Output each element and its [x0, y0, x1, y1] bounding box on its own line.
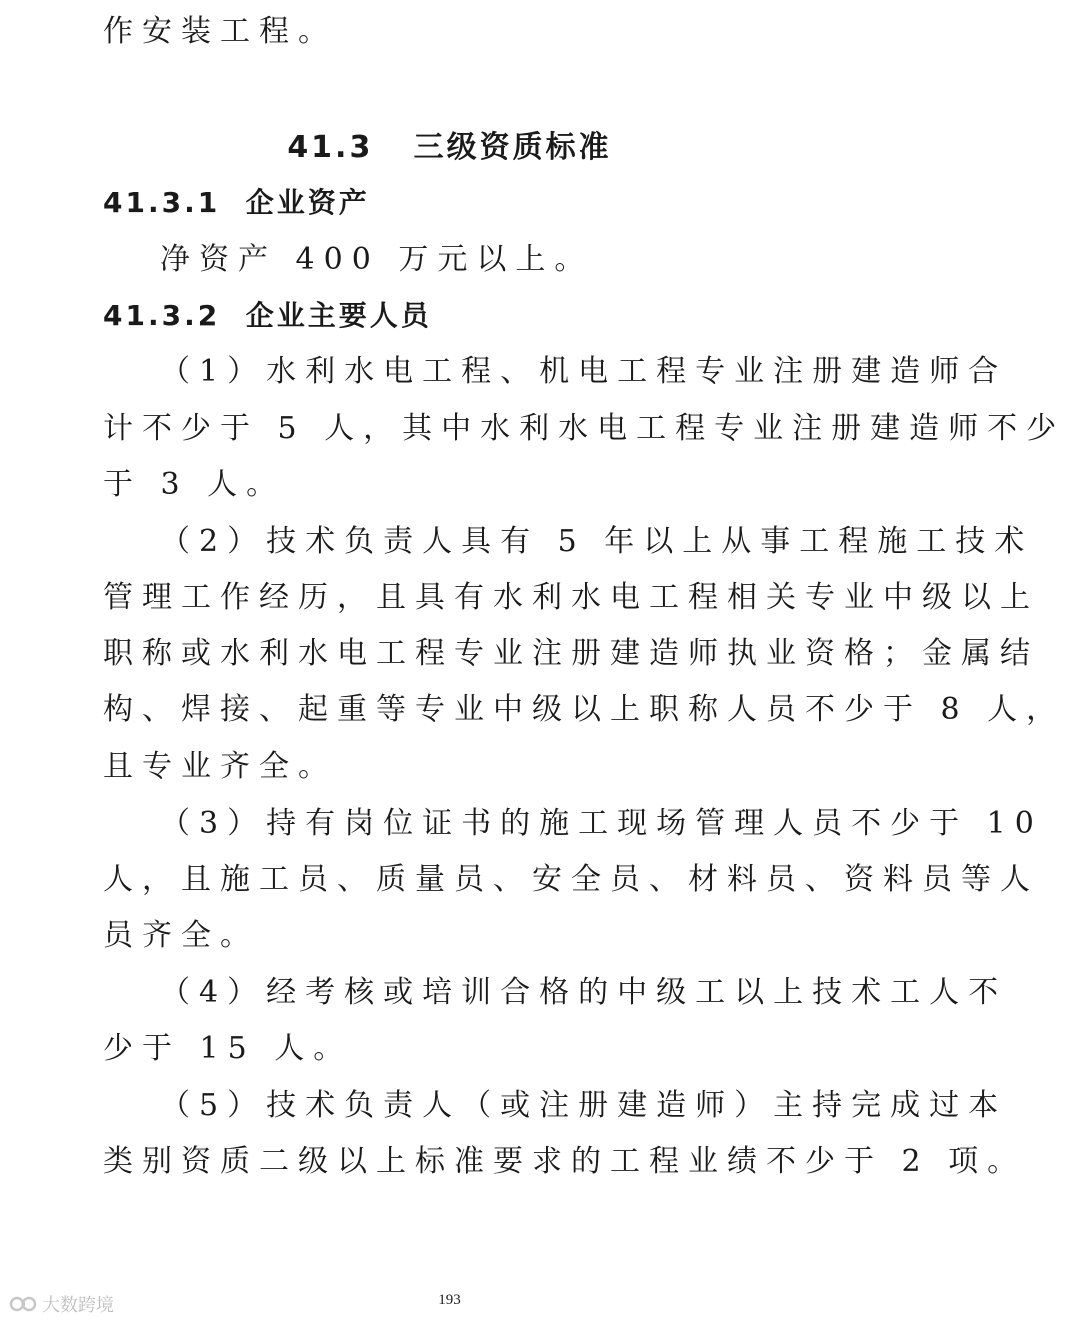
section-heading: 41.3 三级资质标准 [287, 130, 612, 165]
text-line: 少于 15 人。 [103, 1031, 353, 1066]
text-line: 于 3 人。 [103, 467, 286, 502]
text-line: 计不少于 5 人，其中水利水电工程专业注册建造师不少 [103, 411, 1065, 446]
watermark [10, 1290, 114, 1318]
subheading-assets: 41.3.1 企业资产 [103, 186, 370, 219]
text-line: （1）水利水电工程、机电工程专业注册建造师合 [160, 354, 1008, 389]
page-number: 193 [438, 1292, 461, 1308]
text-line: 员齐全。 [103, 918, 259, 953]
text-line: 职称或水利水电工程专业注册建造师执业资格；金属结 [103, 636, 1039, 671]
text-line: 净资产 400 万元以上。 [160, 242, 594, 277]
watermark-text: 大数跨境 [42, 1295, 114, 1316]
text-line: 类别资质二级以上标准要求的工程业绩不少于 2 项。 [103, 1144, 1027, 1179]
text-line: 且专业齐全。 [103, 749, 337, 784]
text-line: （4）经考核或培训合格的中级工以上技术工人不 [160, 975, 1008, 1010]
watermark-logo-icon [10, 1293, 38, 1315]
text-line: 管理工作经历，且具有水利水电工程相关专业中级以上 [103, 580, 1039, 615]
text-line: （2）技术负责人具有 5 年以上从事工程施工技术 [160, 524, 1034, 559]
subheading-personnel: 41.3.2 企业主要人员 [103, 299, 432, 332]
text-line: 构、焊接、起重等专业中级以上职称人员不少于 8 人， [103, 692, 1065, 727]
text-line: 人，且施工员、质量员、安全员、材料员、资料员等人 [103, 862, 1039, 897]
text-line: （5）技术负责人（或注册建造师）主持完成过本 [160, 1088, 1008, 1123]
text-line: 作安装工程。 [103, 14, 337, 49]
text-line: （3）持有岗位证书的施工现场管理人员不少于 10 [160, 806, 1043, 841]
